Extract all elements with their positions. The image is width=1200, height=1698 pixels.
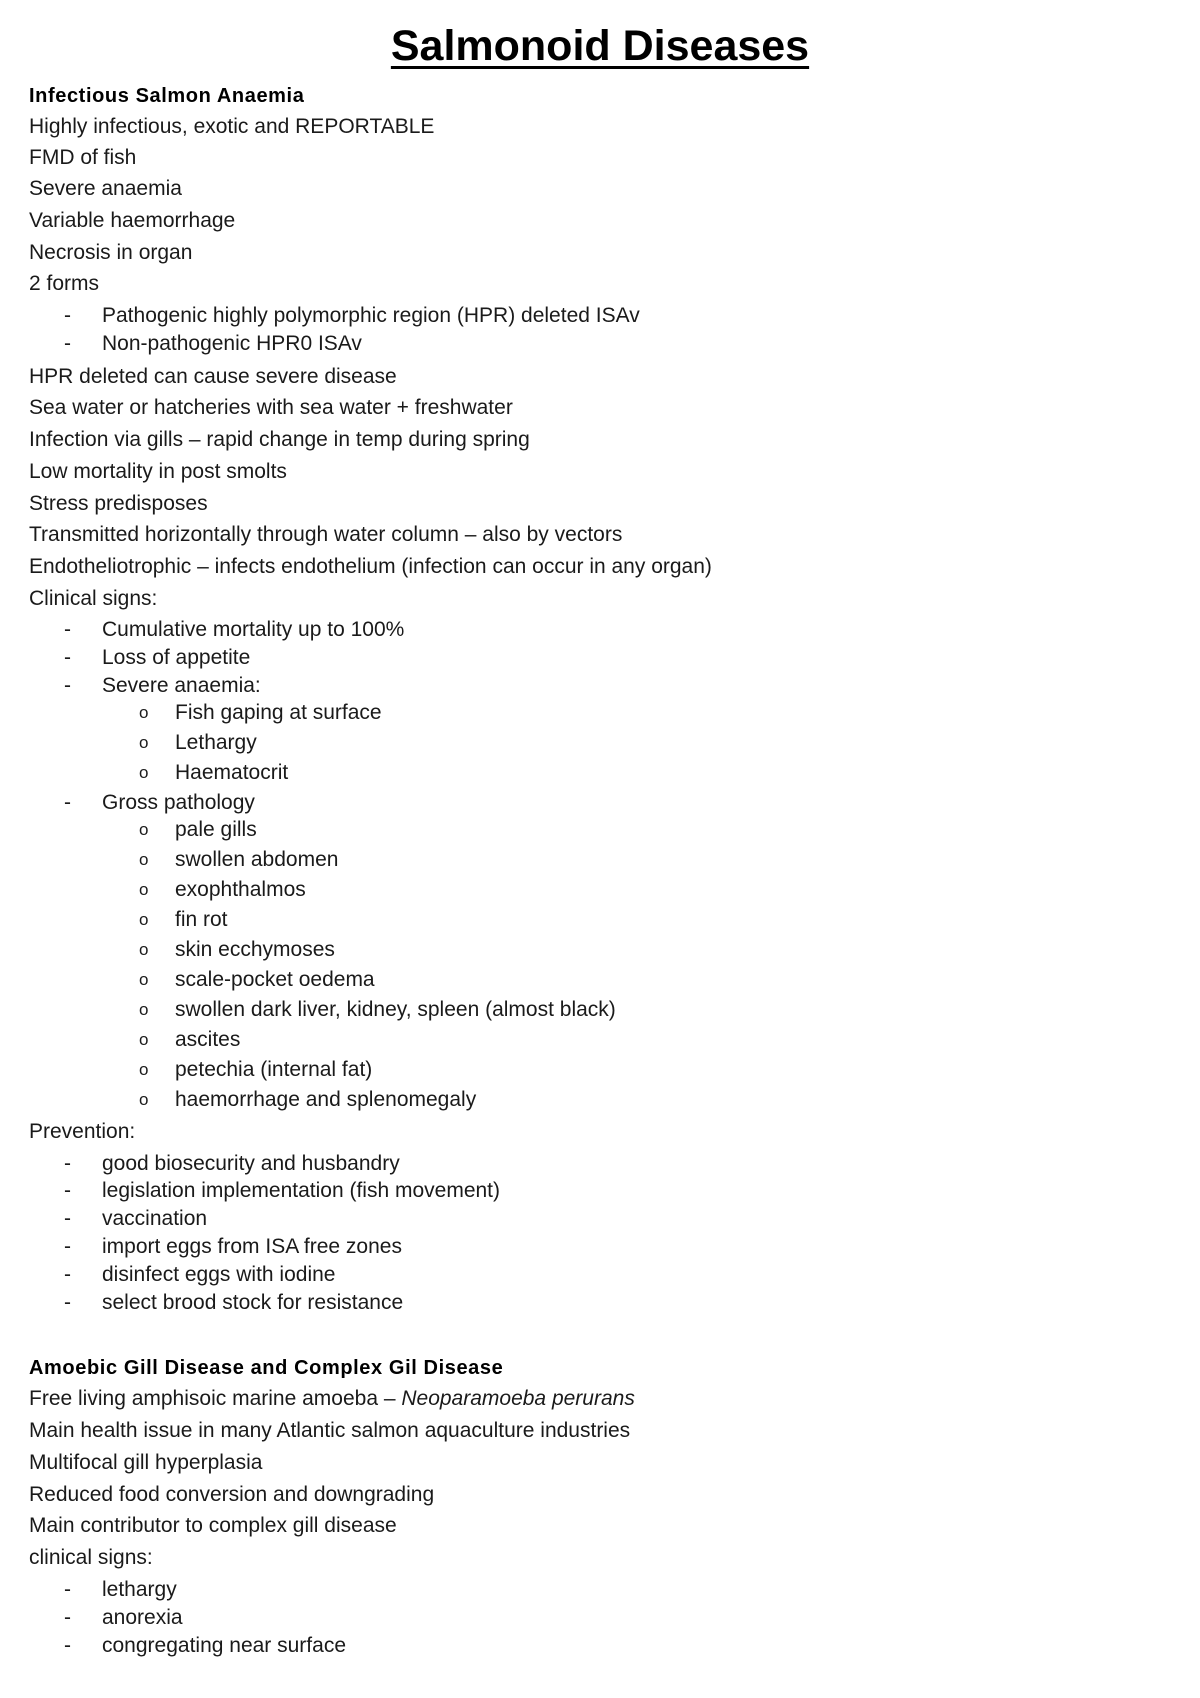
list-item: anorexia — [102, 1606, 183, 1629]
circle-bullet: o — [139, 703, 149, 722]
circle-bullet: o — [139, 820, 149, 839]
list-item: import eggs from ISA free zones — [102, 1235, 402, 1258]
list-item: Cumulative mortality up to 100% — [102, 618, 405, 641]
text-line: HPR deleted can cause severe disease — [29, 365, 397, 388]
sub-list-item: skin ecchymoses — [175, 938, 335, 961]
sub-list-item: petechia (internal fat) — [175, 1058, 373, 1081]
dash-bullet: - — [64, 1291, 71, 1314]
section-heading-isa: Infectious Salmon Anaemia — [29, 85, 305, 107]
list-item: disinfect eggs with iodine — [102, 1263, 336, 1286]
text-line: Stress predisposes — [29, 492, 208, 515]
sub-list-item: ascites — [175, 1028, 241, 1051]
text-fragment: Free living amphisoic marine amoeba – — [29, 1387, 402, 1410]
dash-bullet: - — [64, 1207, 71, 1230]
dash-bullet: - — [64, 1578, 71, 1601]
list-item: Loss of appetite — [102, 646, 251, 669]
text-line: Main health issue in many Atlantic salmon aquaculture industries — [29, 1419, 631, 1442]
list-item: good biosecurity and husbandry — [102, 1152, 400, 1175]
dash-bullet: - — [64, 674, 71, 697]
species-name: Neoparamoeba perurans — [401, 1387, 635, 1410]
text-line: Multifocal gill hyperplasia — [29, 1451, 263, 1474]
text-line — [29, 1386, 635, 1412]
circle-bullet: o — [139, 763, 149, 782]
sub-list-item: swollen dark liver, kidney, spleen (almost black) — [175, 998, 616, 1021]
dash-bullet: - — [64, 646, 71, 669]
dash-bullet: - — [64, 1634, 71, 1657]
text-line: clinical signs: — [29, 1546, 153, 1569]
sub-list-item: scale-pocket oedema — [175, 968, 375, 991]
dash-bullet: - — [64, 1152, 71, 1175]
sub-list-item: Lethargy — [175, 731, 257, 754]
dash-bullet: - — [64, 791, 71, 814]
circle-bullet: o — [139, 1090, 149, 1109]
dash-bullet: - — [64, 1235, 71, 1258]
sub-list-item: fin rot — [175, 908, 228, 931]
list-item: congregating near surface — [102, 1634, 346, 1657]
text-line: FMD of fish — [29, 146, 137, 169]
list-item: vaccination — [102, 1207, 208, 1230]
text-line: Necrosis in organ — [29, 241, 193, 264]
text-line: Transmitted horizontally through water column – also by vectors — [29, 523, 623, 546]
circle-bullet: o — [139, 1060, 149, 1079]
text-line: Low mortality in post smolts — [29, 460, 287, 483]
circle-bullet: o — [139, 1000, 149, 1019]
text-line: Highly infectious, exotic and REPORTABLE — [29, 115, 435, 138]
list-item: Pathogenic highly polymorphic region (HPR) deleted ISAv — [102, 304, 640, 327]
circle-bullet: o — [139, 880, 149, 899]
circle-bullet: o — [139, 850, 149, 869]
list-item: lethargy — [102, 1578, 177, 1601]
page-title: Salmonoid Diseases — [390, 22, 810, 70]
section-heading-agd: Amoebic Gill Disease and Complex Gil Disease — [29, 1357, 504, 1379]
text-line: Sea water or hatcheries with sea water + freshwater — [29, 396, 513, 419]
dash-bullet: - — [64, 304, 71, 327]
text-line: Severe anaemia — [29, 177, 182, 200]
text-line: Infection via gills – rapid change in temp during spring — [29, 428, 530, 451]
list-item: select brood stock for resistance — [102, 1291, 404, 1314]
dash-bullet: - — [64, 1179, 71, 1202]
sub-list-item: Haematocrit — [175, 761, 289, 784]
circle-bullet: o — [139, 733, 149, 752]
list-item: Gross pathology — [102, 791, 255, 814]
list-item: legislation implementation (fish movement) — [102, 1179, 501, 1202]
text-line: 2 forms — [29, 272, 100, 295]
text-line: Clinical signs: — [29, 587, 158, 610]
sub-list-item: Fish gaping at surface — [175, 701, 382, 724]
circle-bullet: o — [139, 910, 149, 929]
text-line: Main contributor to complex gill disease — [29, 1514, 397, 1537]
dash-bullet: - — [64, 332, 71, 355]
dash-bullet: - — [64, 1263, 71, 1286]
text-line: Variable haemorrhage — [29, 209, 236, 232]
sub-list-item: swollen abdomen — [175, 848, 339, 871]
circle-bullet: o — [139, 970, 149, 989]
circle-bullet: o — [139, 940, 149, 959]
text-line: Prevention: — [29, 1120, 136, 1143]
circle-bullet: o — [139, 1030, 149, 1049]
dash-bullet: - — [64, 1606, 71, 1629]
list-item: Non-pathogenic HPR0 ISAv — [102, 332, 362, 355]
sub-list-item: haemorrhage and splenomegaly — [175, 1088, 477, 1111]
sub-list-item: exophthalmos — [175, 878, 306, 901]
text-line: Endotheliotrophic – infects endothelium (infection can occur in any organ) — [29, 555, 712, 578]
text-line: Reduced food conversion and downgrading — [29, 1483, 435, 1506]
sub-list-item: pale gills — [175, 818, 257, 841]
dash-bullet: - — [64, 618, 71, 641]
list-item: Severe anaemia: — [102, 674, 261, 697]
